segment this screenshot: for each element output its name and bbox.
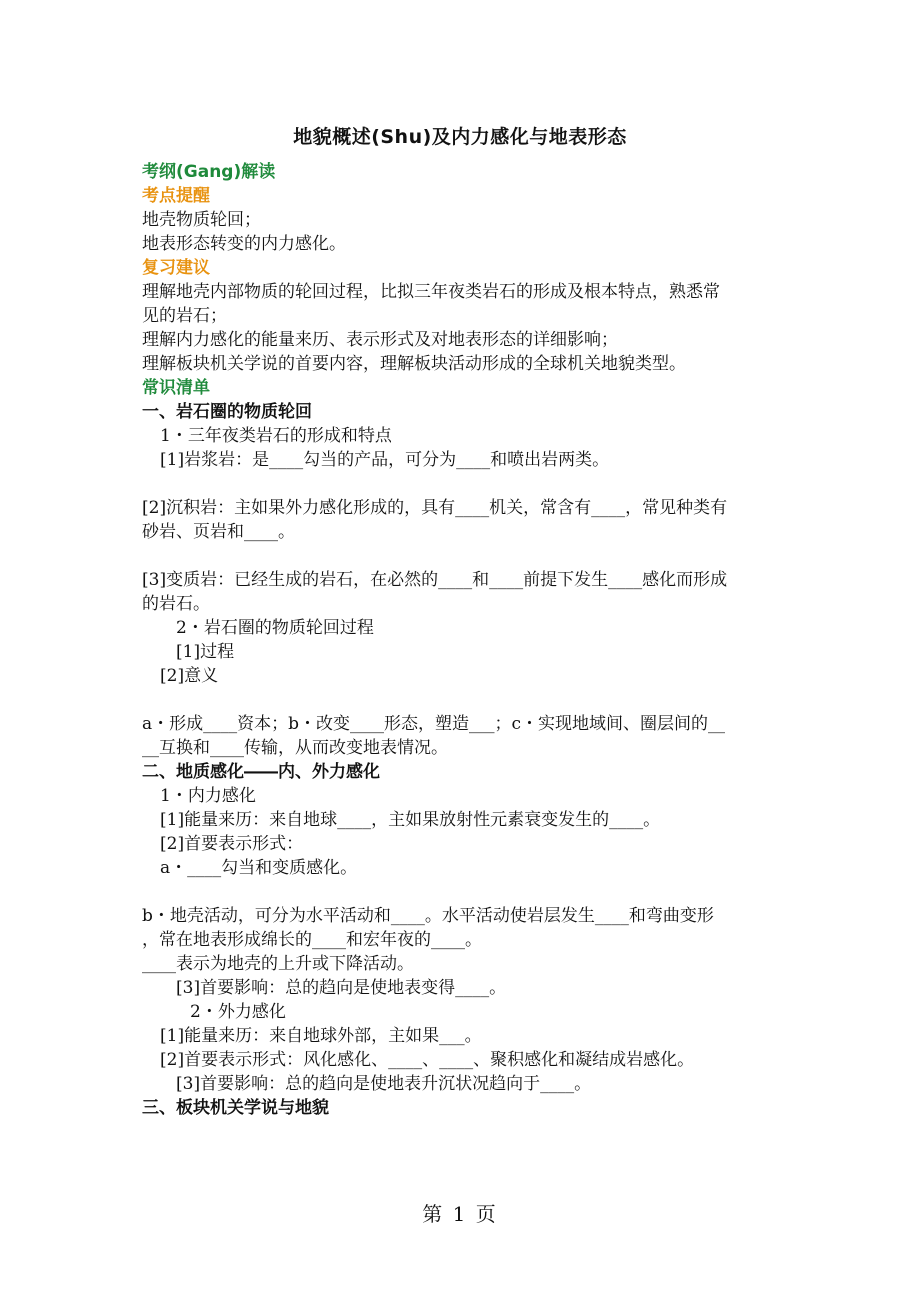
syllabus-heading: 考纲(Gang)解读 (142, 162, 276, 182)
spacer (142, 544, 782, 568)
key-points-heading: 考点提醒 (142, 186, 210, 206)
part1-item: 的岩石。 (142, 594, 210, 614)
part1-item: [2]意义 (160, 666, 219, 686)
part2-heading: 二、地质感化――内、外力感化 (142, 762, 380, 782)
key-point-line: 地壳物质轮回； (142, 210, 261, 230)
part1-item: [3]变质岩：已经生成的岩石，在必然的____和____前提下发生____感化而形成 (142, 570, 728, 590)
part2-item: [2]首要表示形式： (160, 834, 304, 854)
part2-item: b・地壳活动，可分为水平活动和____。水平活动使岩层发生____和弯曲变形 (142, 906, 714, 926)
knowledge-heading: 常识清单 (142, 378, 210, 398)
review-line: 理解地壳内部物质的轮回过程，比拟三年夜类岩石的形成及根本特点，熟悉常 (142, 282, 720, 302)
part1-item: __互换和____传输，从而改变地表情况。 (142, 738, 448, 758)
part2-item: [3]首要影响：总的趋向是使地表变得____。 (176, 978, 507, 998)
review-line: 理解内力感化的能量来历、表示形式及对地表形态的详细影响； (142, 330, 618, 350)
page-number: 第 1 页 (422, 1202, 498, 1226)
part1-item: [2]沉积岩：主如果外力感化形成的，具有____机关，常含有____，常见种类有 (142, 498, 728, 518)
part2-item: [1]能量来历：来自地球____，主如果放射性元素衰变发生的____。 (160, 810, 661, 830)
spacer (142, 688, 782, 712)
part2-item: ，常在地表形成绵长的____和宏年夜的____。 (142, 930, 482, 950)
part1-item: 砂岩、页岩和____。 (142, 522, 295, 542)
part2-item: ____表示为地壳的上升或下降活动。 (142, 954, 414, 974)
spacer (142, 472, 782, 496)
part1-item: 2・岩石圈的物质轮回过程 (176, 618, 374, 638)
part2-item: [1]能量来历：来自地球外部，主如果___。 (160, 1026, 482, 1046)
part1-item: 1・三年夜类岩石的形成和特点 (160, 426, 392, 446)
review-line: 见的岩石； (142, 306, 227, 326)
part2-item: 2・外力感化 (190, 1002, 286, 1022)
part2-item: 1・内力感化 (160, 786, 256, 806)
part2-item: a・____勾当和变质感化。 (160, 858, 358, 878)
part1-heading: 一、岩石圈的物质轮回 (142, 402, 312, 422)
part1-item: [1]过程 (176, 642, 235, 662)
spacer (142, 880, 782, 904)
part2-item: [3]首要影响：总的趋向是使地表升沉状况趋向于____。 (176, 1074, 592, 1094)
document-title: 地貌概述(Shu)及内力感化与地表形态 (293, 126, 627, 148)
key-point-line: 地表形态转变的内力感化。 (142, 234, 346, 254)
part1-item: [1]岩浆岩：是____勾当的产品，可分为____和喷出岩两类。 (160, 450, 610, 470)
document-body (142, 160, 782, 1120)
part2-item: [2]首要表示形式：风化感化、____、____、聚积感化和凝结成岩感化。 (160, 1050, 695, 1070)
part1-item: a・形成____资本；b・改变____形态，塑造___；c・实现地域间、圈层间的__ (142, 714, 726, 734)
review-heading: 复习建议 (142, 258, 210, 278)
review-line: 理解板块机关学说的首要内容，理解板块活动形成的全球机关地貌类型。 (142, 354, 686, 374)
part3-heading: 三、板块机关学说与地貌 (142, 1098, 329, 1118)
